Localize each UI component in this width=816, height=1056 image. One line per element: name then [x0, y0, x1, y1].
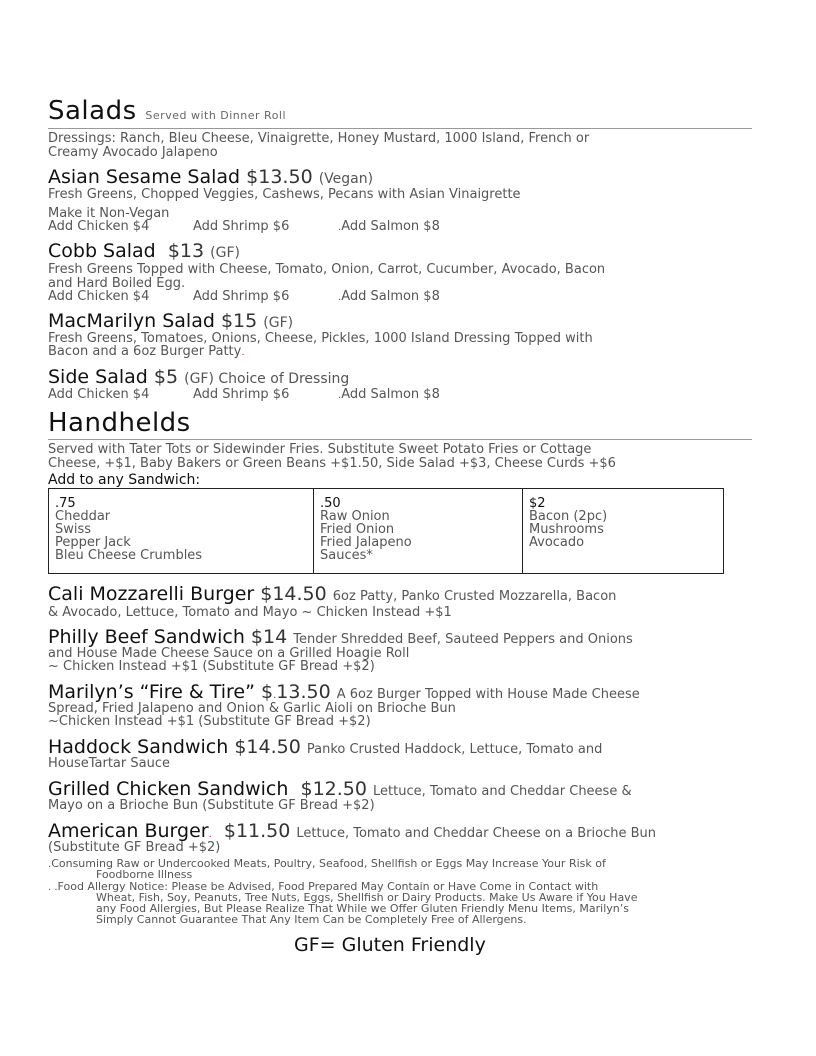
salads-divider [48, 128, 752, 129]
add-salmon: .Add Salmon $8 [338, 219, 440, 234]
salads-subheading: Served with Dinner Roll [145, 109, 287, 122]
handhelds-divider [48, 439, 752, 440]
item-price: $12.50 [300, 778, 367, 800]
addon-item: Pepper Jack [55, 535, 131, 550]
addons-price: .75 [55, 496, 76, 511]
item-desc: Fresh Greens Topped with Cheese, Tomato, Onion, Carrot, Cucumber, Avocado, Bacon [48, 262, 606, 277]
addons-table [48, 488, 724, 574]
add-chicken: Add Chicken $4 [48, 289, 150, 304]
add-shrimp: Add Shrimp $6 [193, 219, 290, 234]
item-desc: Fresh Greens, Chopped Veggies, Cashews, Pecans with Asian Vinaigrette [48, 187, 521, 202]
item-tag: (GF) [263, 315, 294, 331]
item-name: Cobb Salad [48, 240, 156, 262]
item-desc: Mayo on a Brioche Bun (Substitute GF Bread +$2) [48, 798, 375, 813]
addons-price: $2 [529, 496, 546, 511]
marker-icon: . [338, 292, 342, 303]
addon-item: Sauces* [320, 548, 373, 563]
item-price: $15 [220, 310, 258, 332]
item-desc: (Substitute GF Bread +$2) [48, 840, 221, 855]
item-name: Cali Mozzarelli Burger [48, 583, 255, 605]
item-price: 13.50 [276, 681, 331, 703]
item-name: Philly Beef Sandwich [48, 626, 245, 648]
dressings-line-2: Creamy Avocado Jalapeno [48, 145, 218, 160]
item-price: $13.50 [246, 166, 313, 188]
fire-and-tire-title [48, 681, 640, 703]
item-desc: 6oz Patty, Panko Crusted Mozzarella, Bacon [332, 589, 617, 604]
addon-item: Avocado [529, 535, 585, 550]
item-tag: (GF) Choice of Dressing [184, 371, 350, 387]
side-salad-title [48, 366, 349, 388]
item-price: $ [261, 681, 274, 703]
handhelds-title: Handhelds [48, 408, 191, 438]
marker-icon: . [338, 390, 342, 401]
item-desc: A 6oz Burger Topped with House Made Cheese [336, 687, 640, 702]
item-price: $13 [167, 240, 205, 262]
grilled-chicken-title [48, 778, 632, 800]
addons-col-75 [49, 489, 314, 574]
addon-item: Cheddar [55, 509, 111, 524]
allergy-notice: . .Food Allergy Notice: Please be Advised, Food Prepared May Contain or Have Come in Contact with [48, 880, 599, 893]
add-salmon: .Add Salmon $8 [338, 387, 440, 402]
served-line-2: Cheese, +$1, Baby Bakers or Green Beans +$1.50, Side Salad +$3, Cheese Curds +$6 [48, 456, 616, 471]
marker-icon: . [338, 222, 342, 233]
addons-col-2 [523, 489, 724, 574]
item-desc: and House Made Cheese Sauce on a Grilled Hoagie Roll [48, 646, 410, 661]
raw-food-notice: .Consuming Raw or Undercooked Meats, Poultry, Seafood, Shellfish or Eggs May Increase Your Risk of [48, 857, 606, 870]
item-desc: Lettuce, Tomato and Cheddar Cheese & [373, 784, 632, 799]
addon-item: Bacon (2pc) [529, 509, 608, 524]
item-desc: Spread, Fried Jalapeno and Onion & Garlic Aioli on Brioche Bun [48, 701, 456, 716]
item-desc: & Avocado, Lettuce, Tomato and Mayo ~ Chicken Instead +$1 [48, 605, 452, 620]
marker-icon: . [48, 859, 52, 870]
philly-beef-title [48, 626, 633, 648]
add-chicken: Add Chicken $4 [48, 387, 150, 402]
item-desc: ~ Chicken Instead +$1 (Substitute GF Bread +$2) [48, 659, 375, 674]
item-name: Grilled Chicken Sandwich [48, 778, 289, 800]
marker-icon: . . [48, 882, 58, 893]
cali-mozzarelli-title [48, 583, 616, 605]
item-desc: Panko Crusted Haddock, Lettuce, Tomato and [306, 742, 603, 757]
item-desc: Tender Shredded Beef, Sauteed Peppers and Onions [293, 632, 633, 647]
addon-item: Mushrooms [529, 522, 604, 537]
allergy-notice-line: Wheat, Fish, Soy, Peanuts, Tree Nuts, Eggs, Shellfish or Dairy Products. Make Us Aware if You Have [96, 891, 638, 904]
item-name: Asian Sesame Salad [48, 166, 241, 188]
add-shrimp: Add Shrimp $6 [193, 289, 290, 304]
item-name: Side Salad [48, 366, 148, 388]
addon-item: Fried Onion [320, 522, 395, 537]
item-price: $11.50 [223, 820, 291, 842]
add-to-sandwich-label: Add to any Sandwich: [48, 472, 201, 488]
allergy-notice-line: Simply Cannot Guarantee That Any Item Can be Completely Free of Allergens. [96, 913, 527, 926]
raw-food-notice-line-2: Foodborne Illness [96, 868, 193, 881]
item-name: Marilyn’s “Fire & Tire” [48, 681, 255, 703]
dressings-line-1: Dressings: Ranch, Bleu Cheese, Vinaigrette, Honey Mustard, 1000 Island, French or [48, 131, 590, 146]
marker-icon: . [273, 690, 277, 701]
macmarilyn-salad-title [48, 310, 293, 332]
allergy-notice-line: any Food Allergies, But Please Realize That While we Offer Gluten Friendly Menu Items, Marilyn’s [96, 902, 629, 915]
item-name: Haddock Sandwich [48, 736, 229, 758]
addon-item: Raw Onion [320, 509, 390, 524]
item-desc: HouseTartar Sauce [48, 756, 170, 771]
salads-title: Salads [48, 96, 137, 126]
item-desc: ~Chicken Instead +$1 (Substitute GF Bread +$2) [48, 714, 371, 729]
item-name: MacMarilyn Salad [48, 310, 215, 332]
item-price: $5 [153, 366, 179, 388]
addons-col-50 [314, 489, 523, 574]
addon-item: Bleu Cheese Crumbles [55, 548, 203, 563]
marker-icon: . [208, 829, 212, 840]
american-burger-title [48, 820, 656, 842]
gluten-friendly-legend: GF= Gluten Friendly [294, 934, 486, 956]
item-name: American Burger [48, 820, 209, 842]
haddock-title [48, 736, 602, 758]
served-line-1: Served with Tater Tots or Sidewinder Fries. Substitute Sweet Potato Fries or Cottage [48, 442, 592, 457]
item-price: $14.50 [260, 583, 327, 605]
item-desc: Make it Non-Vegan [48, 206, 170, 221]
add-salmon: .Add Salmon $8 [338, 289, 440, 304]
item-tag: (GF) [210, 245, 240, 261]
addon-item: Fried Jalapeno [320, 535, 412, 550]
item-desc: and Hard Boiled Egg. [48, 276, 186, 291]
item-tag: (Vegan) [318, 171, 374, 187]
marker-icon: . [241, 347, 245, 358]
asian-sesame-salad-title [48, 166, 373, 188]
item-desc: Bacon and a 6oz Burger Patty. [48, 344, 245, 359]
item-price: $14.50 [234, 736, 301, 758]
cobb-salad-title [48, 240, 240, 262]
add-chicken: Add Chicken $4 [48, 219, 150, 234]
salads-heading [48, 96, 286, 126]
item-price: $14 [250, 626, 288, 648]
item-desc: Lettuce, Tomato and Cheddar Cheese on a Brioche Bun [296, 826, 656, 841]
addon-item: Swiss [55, 522, 92, 537]
item-desc: Fresh Greens, Tomatoes, Onions, Cheese, Pickles, 1000 Island Dressing Topped with [48, 331, 593, 346]
addons-price: .50 [320, 496, 341, 511]
add-shrimp: Add Shrimp $6 [193, 387, 290, 402]
